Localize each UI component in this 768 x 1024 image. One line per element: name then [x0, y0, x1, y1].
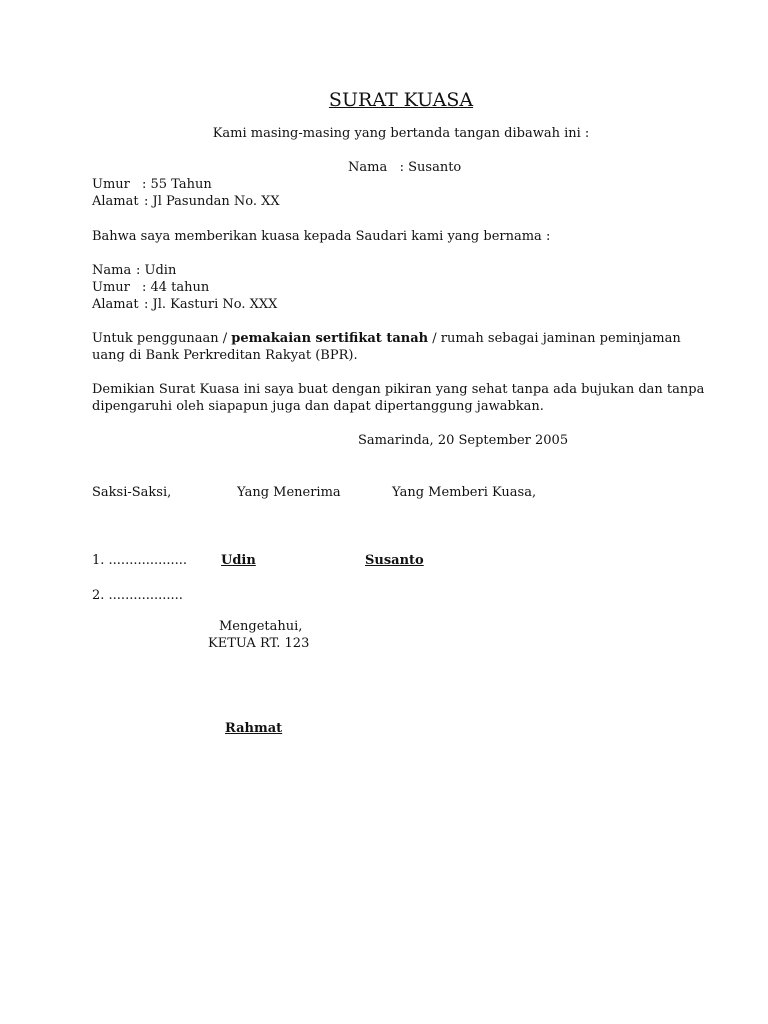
- grantee-age-value: : 44 tahun: [142, 280, 210, 295]
- grantee-address-label: Alamat: [92, 297, 139, 312]
- grantee-name-label: Nama: [92, 263, 132, 278]
- grantor-address-value: : Jl Pasundan No. XX: [144, 194, 280, 209]
- acknowledgement-name: Rahmat: [225, 721, 283, 736]
- giver-name: Susanto: [365, 553, 424, 568]
- grantee-age-row: [92, 279, 209, 296]
- giver-label: Yang Memberi Kuasa,: [392, 485, 537, 500]
- grantee-name-value: : Udin: [136, 263, 177, 278]
- document-title: SURAT KUASA: [328, 89, 474, 111]
- grantee-age-label: Umur: [92, 280, 130, 295]
- intro-text: Kami masing-masing yang bertanda tangan dibawah ini :: [212, 126, 590, 141]
- place-date: Samarinda, 20 September 2005: [358, 433, 569, 448]
- grantor-address-row: [92, 193, 280, 210]
- closing-line1: Demikian Surat Kuasa ini saya buat dengan pikiran yang sehat tanpa ada bujukan dan tanpa: [92, 382, 705, 397]
- purpose-after: / rumah sebagai jaminan peminjaman: [428, 331, 681, 346]
- purpose-bold: pemakaian sertifikat tanah: [231, 331, 429, 346]
- statement-text: Bahwa saya memberikan kuasa kepada Saudari kami yang bernama :: [92, 229, 551, 244]
- grantor-age-value: : 55 Tahun: [142, 177, 212, 192]
- grantor-name-label: Nama: [348, 160, 388, 175]
- grantor-age-label: Umur: [92, 177, 130, 192]
- witness-2: 2. ..................: [92, 588, 183, 603]
- purpose-before: Untuk penggunaan /: [92, 331, 232, 346]
- grantee-address-row: [92, 296, 277, 313]
- grantor-name-value: : Susanto: [399, 160, 462, 175]
- grantor-age-row: [92, 176, 212, 193]
- acknowledgement-label: Mengetahui,: [219, 619, 303, 634]
- purpose-line2: uang di Bank Perkreditan Rakyat (BPR).: [92, 348, 358, 363]
- grantee-address-value: : Jl. Kasturi No. XXX: [144, 297, 278, 312]
- receiver-label: Yang Menerima: [237, 485, 341, 500]
- closing-line2: dipengaruhi oleh siapapun juga dan dapat dipertanggung jawabkan.: [92, 399, 544, 414]
- acknowledgement-position: KETUA RT. 123: [208, 636, 310, 651]
- witnesses-label: Saksi-Saksi,: [92, 485, 172, 500]
- purpose-line1: [92, 330, 681, 347]
- grantor-name-row: [348, 159, 461, 176]
- witness-1: 1. ...................: [92, 553, 188, 568]
- grantee-name-row: [92, 262, 176, 279]
- receiver-name: Udin: [221, 553, 256, 568]
- grantor-address-label: Alamat: [92, 194, 139, 209]
